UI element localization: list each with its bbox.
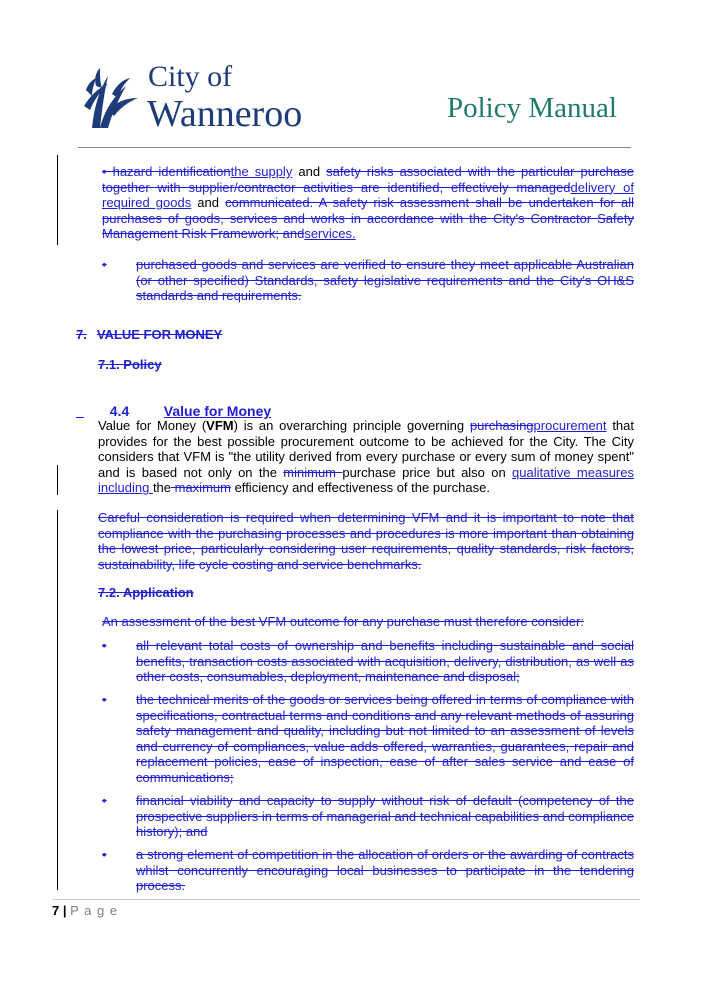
city-logo-icon (78, 66, 148, 132)
list-item-text: all relevant total costs of ownership and benefits including sustainable and social benefits, transaction costs associated with acquisition, delivery, distribution, as well as other costs, consumables, deployment, maintenance and disposal; (136, 638, 634, 685)
plain-text: ) is an overarching principle governing (233, 418, 470, 433)
change-bar (57, 465, 58, 495)
assessment-intro: An assessment of the best VFM outcome for any purchase must therefore consider: (102, 614, 584, 629)
inserted-text: services. (304, 226, 356, 242)
plain-text: and (292, 164, 327, 179)
page-footer (52, 903, 118, 918)
deleted-text: • hazard identification (102, 164, 231, 179)
deleted-text: maximum (171, 480, 231, 496)
page-number: 7 (52, 903, 60, 918)
change-bar (57, 155, 58, 245)
list-item-text: financial viability and capacity to supply without risk of default (competency of the prospective suppliers in terms of managerial and technical capabilities and compliance history); and (136, 793, 634, 840)
list-item-text: a strong element of competition in the allocation of orders or the awarding of contracts whilst concurrently encouraging local businesses to participate in the tendering process. (136, 847, 634, 894)
page-label: P a g e (70, 903, 119, 918)
footer-separator: | (62, 903, 67, 918)
plain-text: the (152, 480, 172, 496)
change-bar (57, 510, 58, 890)
supply-paragraph (102, 164, 634, 242)
section-title: Value for Money (163, 403, 272, 419)
section-7-2-heading: 7.2. Application (98, 585, 194, 600)
logo-name-text: Wanneroo (147, 93, 303, 135)
section-4-4-heading (76, 387, 272, 419)
vfm-paragraph (98, 418, 634, 496)
section-number: 7. (76, 327, 87, 342)
deleted-text: minimum (283, 464, 343, 480)
section-number: 4.4 (109, 403, 130, 419)
list-item (102, 793, 634, 840)
header-divider (78, 147, 631, 148)
bullet-marker: • (102, 793, 107, 808)
vfm-abbreviation: VFM (206, 418, 234, 433)
list-item (102, 257, 634, 304)
section-7-heading (76, 327, 222, 342)
list-item-text: purchased goods and services are verified to ensure they meet applicable Australian (or other specified) Standards, safety legislative requirements and the City's OH&S standards and requirements. (136, 257, 634, 304)
inserted-text: the supply (230, 164, 293, 179)
careful-consideration-paragraph: Careful consideration is required when determining VFM and it is important to note that compliance with the purchasing processes and procedures is more important than obtaining the lowest price, particularly considering user requirements, quality standards, risk factors, sustainability, life cycle costing and service benchmarks. (98, 510, 634, 572)
section-7-1-heading: 7.1. Policy (98, 357, 162, 372)
list-item (102, 692, 634, 786)
plain-text: Value for Money ( (98, 418, 207, 433)
inserted-text: delivery of required goods (102, 179, 635, 211)
bullet-marker: • (102, 257, 107, 272)
inserted-text: qualitative measures including (98, 464, 634, 496)
footer-divider (52, 899, 640, 900)
deleted-text: safety risks associated with the particular purchase together with supplier/contractor activities are identified, effectively managed (102, 164, 634, 195)
logo-city-text: City of (148, 60, 233, 93)
plain-text: purchase price but also on (342, 464, 513, 480)
bullet-marker: • (102, 638, 107, 653)
list-item-text: the technical merits of the goods or services being offered in terms of compliance with specifications, contractual terms and conditions and any relevant methods of assuring safety management and quality, including but not limited to an assessment of levels and currency of compliances, value adds offered, warranties, guarantees, repair and replacement policies, ease of inspection, ease of after sales service and ease of communications; (136, 692, 634, 785)
deleted-text: communicated. A safety risk assessment shall be undertaken for all purchases of goods, services and works in accordance with the City's Contractor Safety Management Risk Framework; and (102, 195, 634, 242)
inserted-text: procurement (533, 418, 607, 433)
plain-text: that provides for the best possible procurement outcome to be achieved for the City. The City considers that VFM is "the utility derived from every purchase or every sum of money spent" and is based not only on the (98, 418, 634, 480)
bullet-marker: • (102, 847, 107, 862)
list-item (102, 847, 634, 894)
plain-text: and (191, 195, 226, 211)
bullet-marker: • (102, 692, 107, 707)
list-item (102, 638, 634, 685)
page-header (0, 0, 706, 150)
page-title: Policy Manual (447, 92, 617, 124)
deleted-text: purchasing (469, 418, 534, 433)
plain-text: efficiency and effectiveness of the purchase. (230, 480, 490, 496)
section-title: VALUE FOR MONEY (96, 327, 223, 342)
